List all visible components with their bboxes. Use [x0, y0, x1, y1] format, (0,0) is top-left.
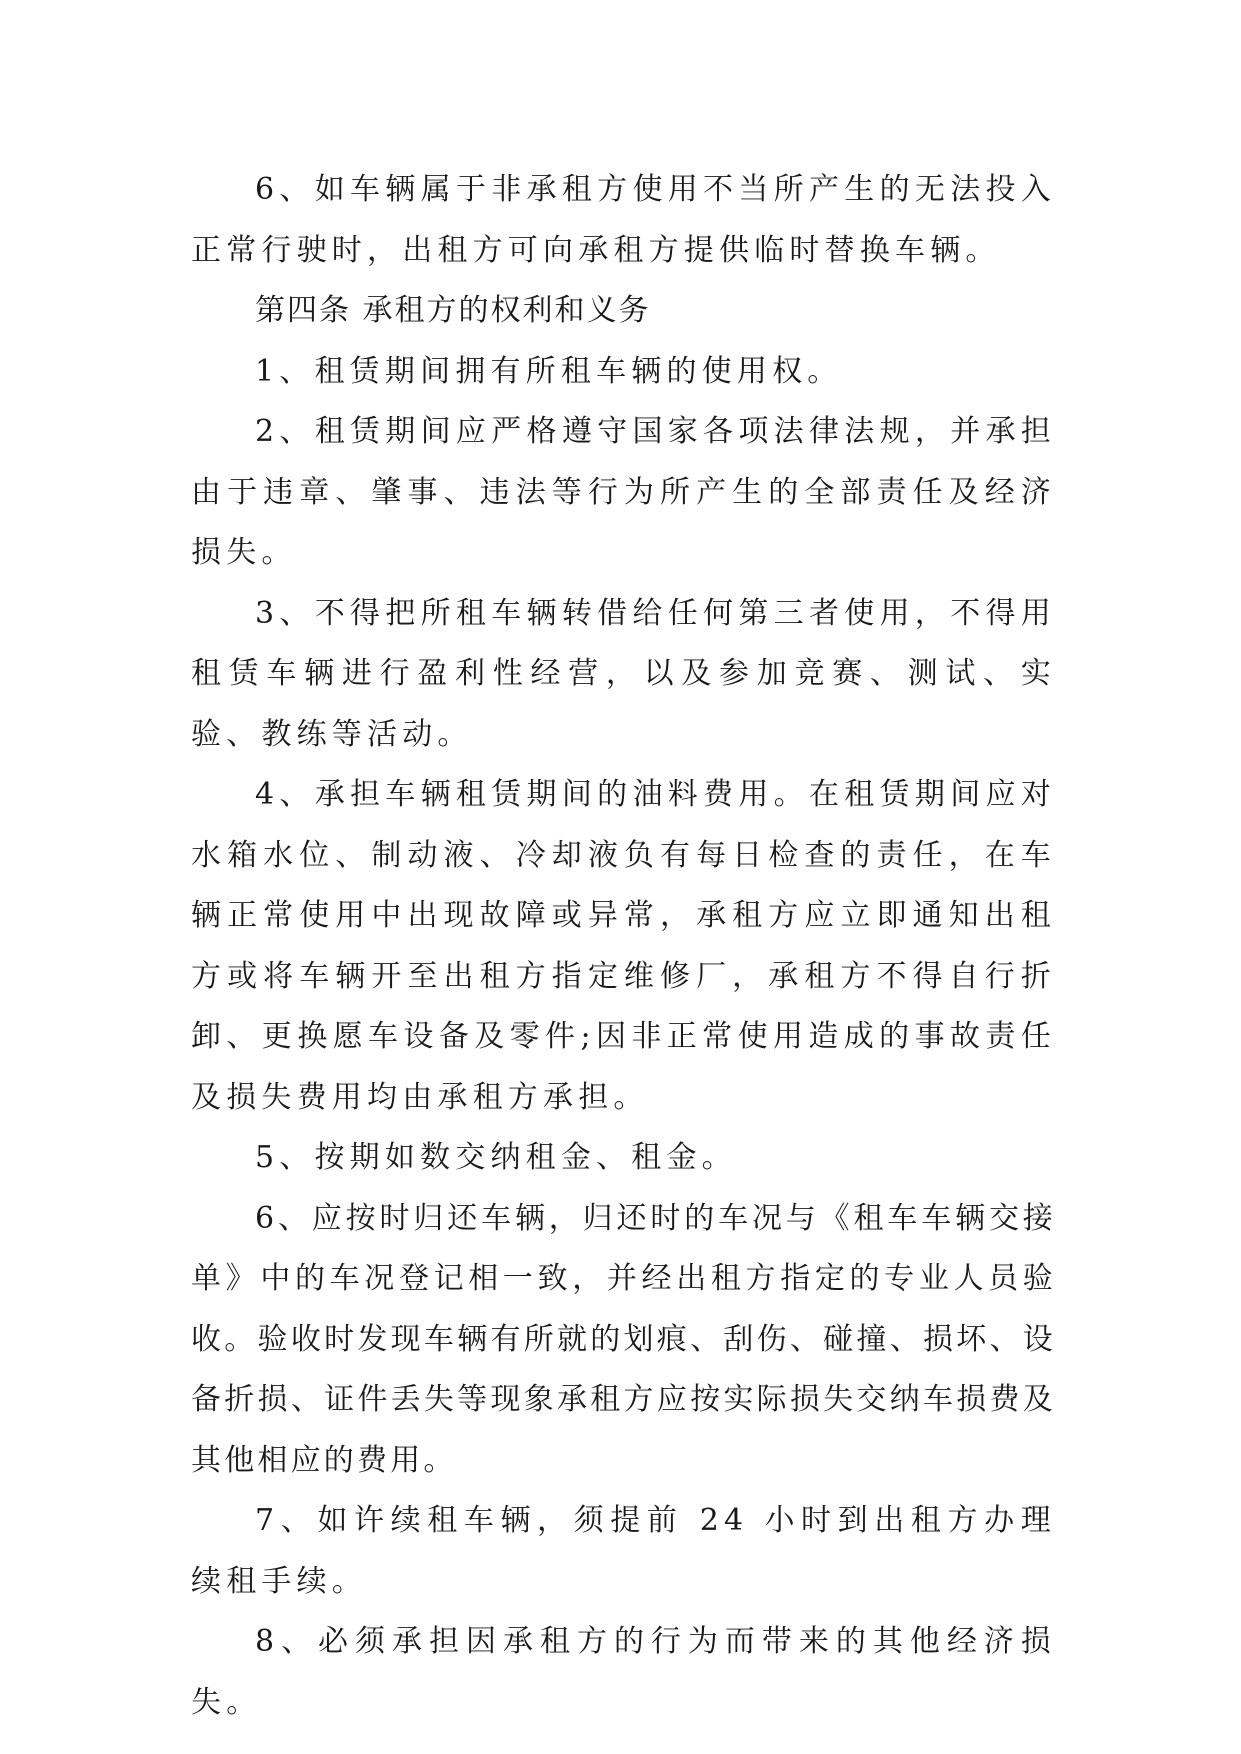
paragraph-item-7: 7、如许续租车辆，须提前 24 小时到出租方办理续租手续。 [191, 1503, 1056, 1599]
paragraph-item-5: 5、按期如数交纳租金、租金。 [255, 1140, 737, 1175]
paragraph-item-3: 3、不得把所租车辆转借给任何第三者使用，不得用租赁车辆进行盈利性经营，以及参加竞赛、测试、实验、教练等活动。 [191, 595, 1056, 752]
paragraph-item-4: 4、承担车辆租赁期间的油料费用。在租赁期间应对水箱水位、制动液、冷却液负有每日检查的责任，在车辆正常使用中出现故障或异常，承租方应立即通知出租方或将车辆开至出租方指定维修厂，承租方不得自行折卸、更换愿车设备及零件;因非正常使用造成的事故责任及损失费用均由承租方承担。 [191, 777, 1056, 1115]
section-heading-article-4: 第四条 承租方的权利和义务 [255, 293, 651, 328]
paragraph-item-1: 1、租赁期间拥有所租车辆的使用权。 [255, 353, 843, 389]
paragraph-item-6: 6、应按时归还车辆，归还时的车况与《租车车辆交接单》中的车况登记相一致，并经出租方指定的专业人员验收。验收时发现车辆有所就的划痕、刮伤、碰撞、损坏、设备折损、证件丢失等现象承租方应按实际损失交纳车损费及其他相应的费用。 [191, 1200, 1056, 1478]
paragraph-item-8: 8、必须承担因承租方的行为而带来的其他经济损失。 [191, 1624, 1056, 1720]
paragraph-item-2: 2、租赁期间应严格遵守国家各项法律法规，并承担由于违章、肇事、违法等行为所产生的全部责任及经济损失。 [191, 414, 1056, 570]
paragraph-clause-6-replacement-vehicle: 6、如车辆属于非承租方使用不当所产生的无法投入正常行驶时，出租方可向承租方提供临时替换车辆。 [191, 172, 1056, 268]
document-body [191, 160, 1056, 1733]
